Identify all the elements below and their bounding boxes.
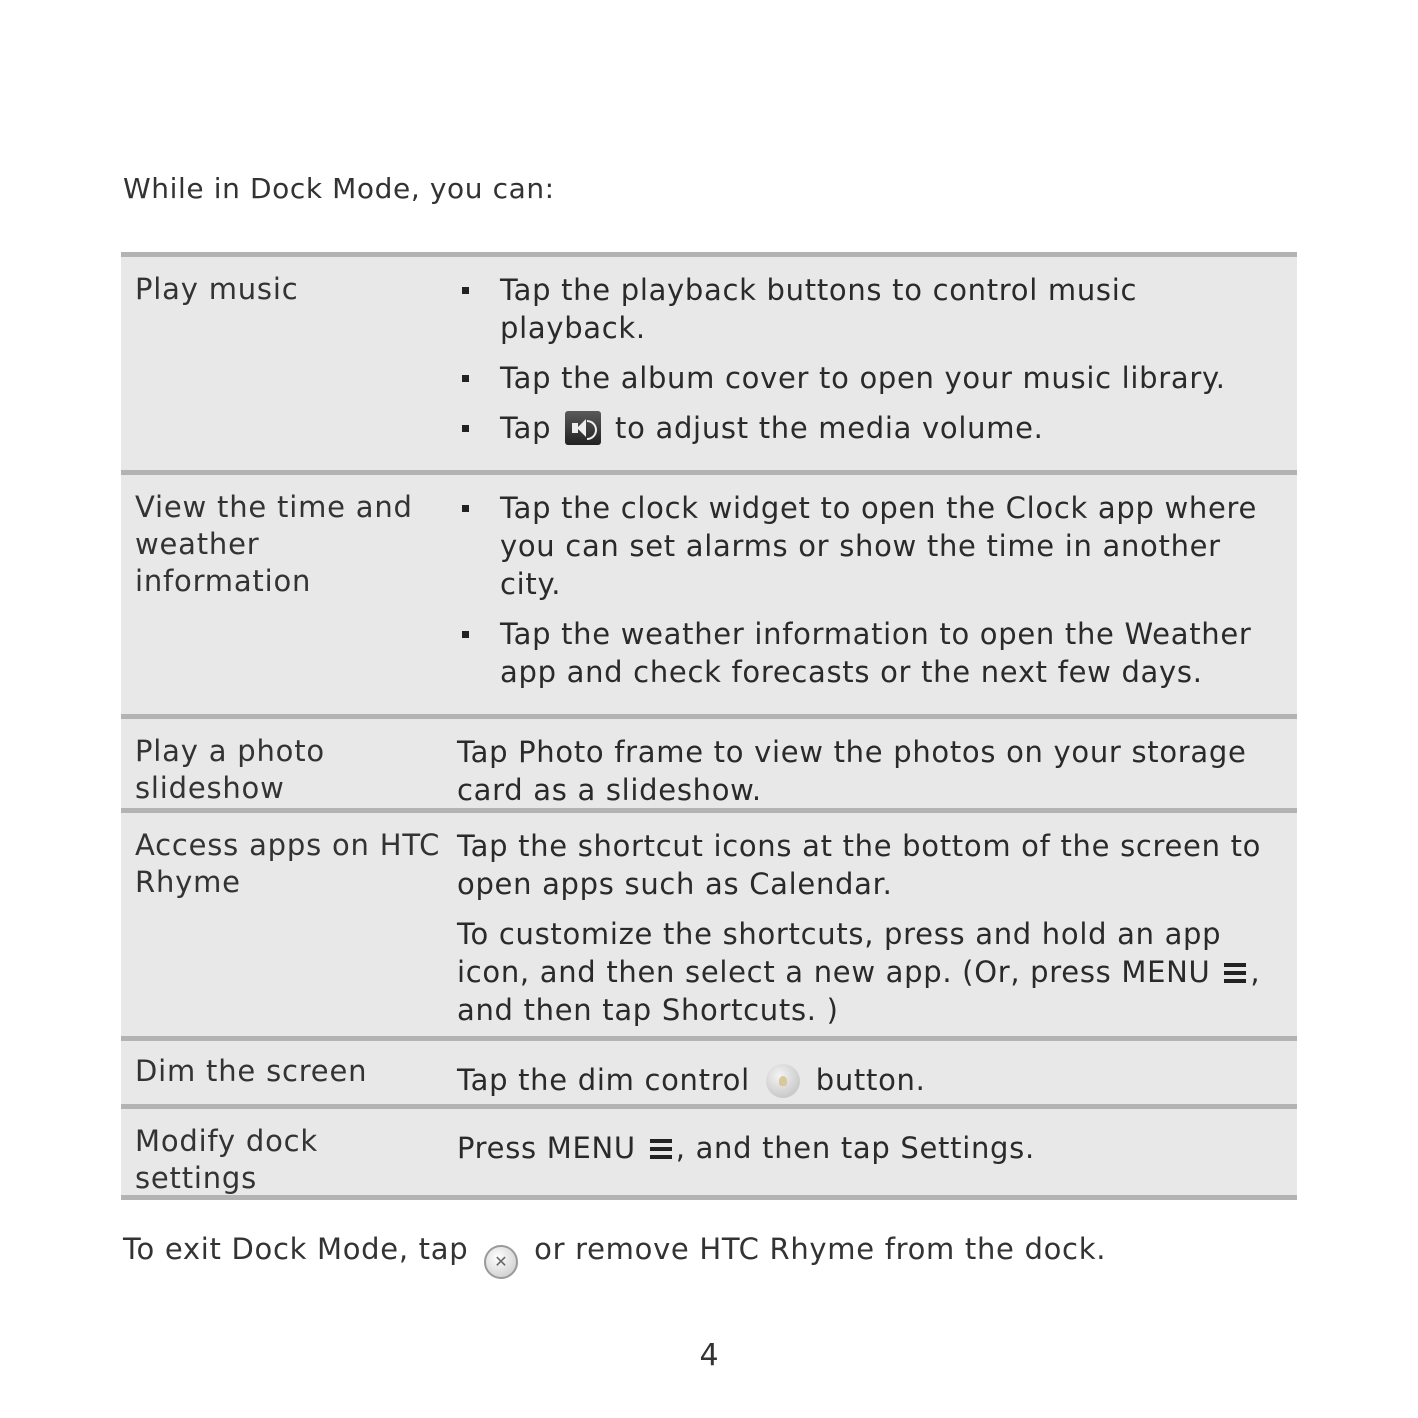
list-item-text: to adjust the media volume. xyxy=(615,411,1044,445)
list-item: Tap the playback buttons to control music playback. xyxy=(443,271,1283,347)
exit-text: or remove HTC Rhyme from the dock. xyxy=(534,1232,1107,1266)
menu-icon xyxy=(648,1137,674,1161)
table-row-dim-screen xyxy=(121,1036,1297,1104)
description-text-part: , and then tap Shortcuts. ) xyxy=(457,955,1261,1027)
description-text xyxy=(457,1061,1283,1099)
description-text: Tap Photo frame to view the photos on your storage card as a slideshow. xyxy=(457,735,1247,807)
row-label: View the time and weather information xyxy=(135,490,413,598)
close-icon: ✕ xyxy=(484,1245,518,1279)
description-text-part: , and then tap Settings. xyxy=(675,1131,1035,1165)
row-description xyxy=(443,475,1297,714)
table-row-time-weather xyxy=(121,470,1297,714)
dock-mode-table xyxy=(121,252,1297,1200)
row-description xyxy=(443,719,1297,808)
list-item: Tap the clock widget to open the Clock app where you can set alarms or show the time in another city. xyxy=(443,489,1283,603)
bullet-list xyxy=(443,271,1283,447)
list-item xyxy=(443,409,1283,447)
table-row-play-music xyxy=(121,252,1297,470)
description-text-part: To customize the shortcuts, press and hold an app icon, and then select a new app. (Or, press MENU xyxy=(457,917,1222,989)
row-label: Play a photo slideshow xyxy=(135,734,325,805)
description-text xyxy=(457,915,1283,1029)
description-text xyxy=(457,1129,1283,1167)
list-item-text: Tap xyxy=(500,411,552,445)
row-label: Modify dock settings xyxy=(135,1124,318,1195)
list-item: Tap the album cover to open your music library. xyxy=(443,359,1283,397)
table-row-dock-settings xyxy=(121,1104,1297,1200)
table-row-photo-slideshow xyxy=(121,714,1297,808)
list-item: Tap the weather information to open the Weather app and check forecasts or the next few days. xyxy=(443,615,1283,691)
description-text-part: button. xyxy=(815,1063,926,1097)
row-description xyxy=(443,813,1297,1036)
row-label: Dim the screen xyxy=(135,1054,368,1088)
description-text-part: Tap the dim control xyxy=(457,1063,750,1097)
row-label: Access apps on HTC Rhyme xyxy=(135,828,441,899)
dim-control-icon xyxy=(766,1064,800,1098)
intro-text: While in Dock Mode, you can: xyxy=(123,172,555,205)
page-number: 4 xyxy=(699,1338,719,1373)
table-row-access-apps xyxy=(121,808,1297,1036)
description-text-part: Press MENU xyxy=(457,1131,636,1165)
menu-icon xyxy=(1222,961,1248,985)
exit-text: To exit Dock Mode, tap xyxy=(123,1232,469,1266)
row-description xyxy=(443,1041,1297,1104)
row-description xyxy=(443,257,1297,470)
description-text: Tap the shortcut icons at the bottom of the screen to open apps such as Calendar. xyxy=(457,829,1262,901)
row-label: Play music xyxy=(135,272,299,306)
row-description xyxy=(443,1109,1297,1195)
volume-icon xyxy=(565,411,601,445)
exit-instructions xyxy=(123,1232,1106,1279)
bullet-list xyxy=(443,489,1283,691)
